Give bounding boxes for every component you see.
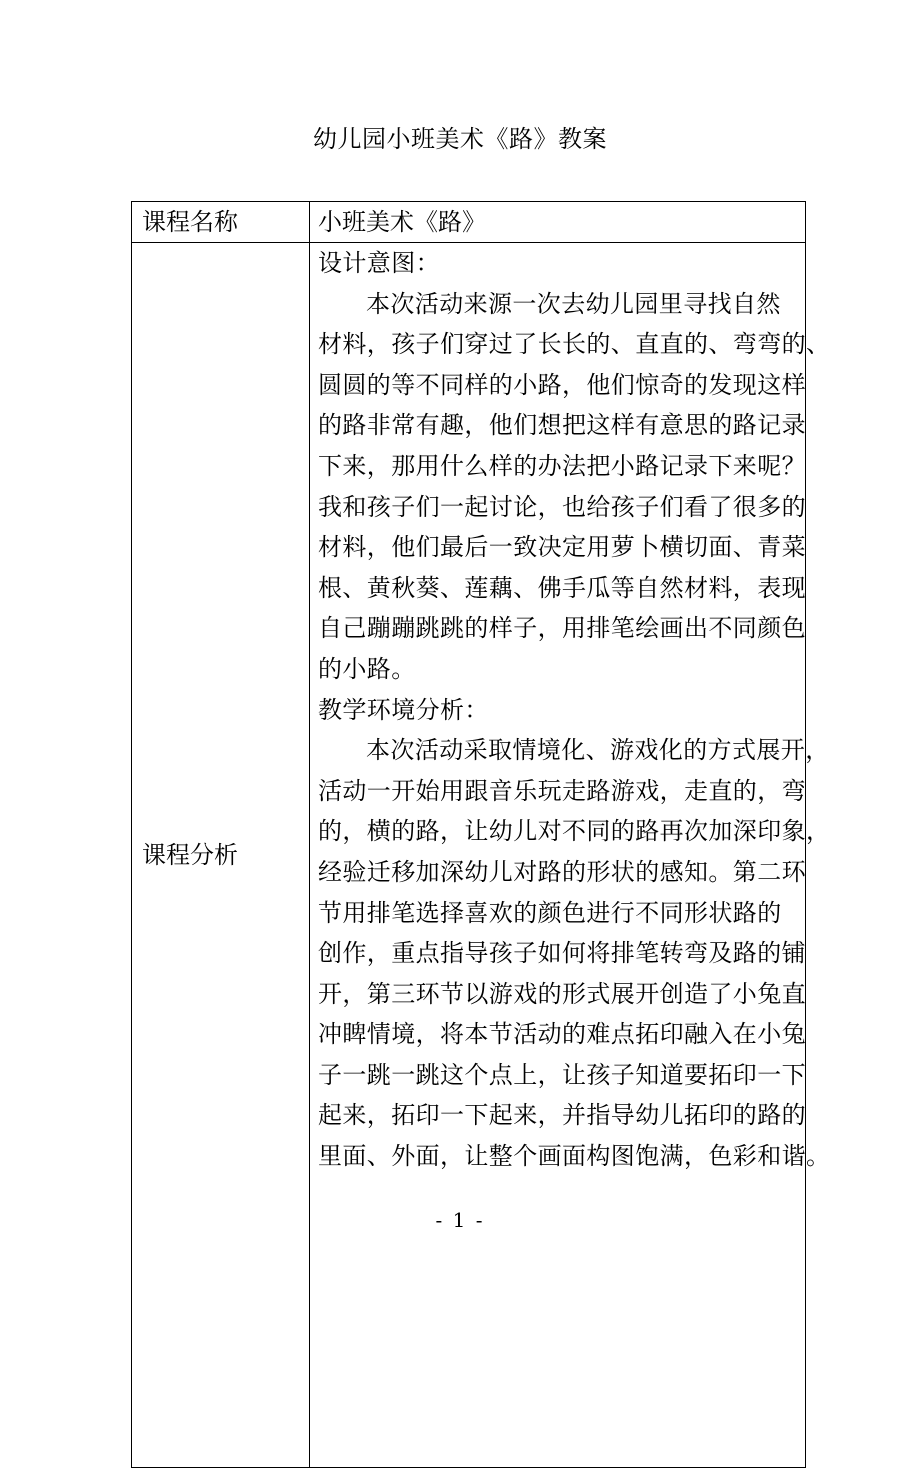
paragraph-line: 圆圆的等不同样的小路，他们惊奇的发现这样 [318,370,806,399]
paragraph-line: 下来，那用什么样的办法把小路记录下来呢？ [318,451,806,480]
paragraph-line: 的小路。 [318,654,416,683]
course-analysis-content [310,243,831,1468]
paragraph-line: 经验迁移加深幼儿对路的形状的感知。第二环 [318,857,806,886]
table-row [132,202,806,243]
table-row [132,243,806,1468]
paragraph-line: 活动一开始用跟音乐玩走路游戏，走直的，弯 [318,776,806,805]
paragraph-line: 的，横的路，让幼儿对不同的路再次加深印象， [318,817,831,846]
paragraph-line: 根、黄秋葵、莲藕、佛手瓜等自然材料，表现 [318,573,806,602]
lesson-plan-table [131,201,831,1468]
paragraph-line: 自己蹦蹦跳跳的样子，用排笔绘画出不同颜色 [318,614,806,643]
paragraph-line: 冲睥情境，将本节活动的难点拓印融入在小兔 [318,1020,806,1049]
paragraph-line: 创作，重点指导孩子如何将排笔转弯及路的铺 [318,939,806,968]
paragraph-line: 材料，孩子们穿过了长长的、直直的、弯弯的、 [318,330,831,359]
teaching-environment-heading: 教学环境分析： [318,695,489,724]
paragraph-line: 起来，拓印一下起来，并指导幼儿拓印的路的 [318,1101,806,1130]
paragraph-line: 子一跳一跳这个点上，让孩子知道要拓印一下 [318,1060,806,1089]
paragraph-line: 节用排笔选择喜欢的颜色进行不同形状路的 [318,898,782,927]
page-number: - 1 - [435,1208,485,1232]
paragraph-line: 开，第三环节以游戏的形式展开创造了小兔直 [318,979,806,1008]
paragraph-line: 本次活动采取情境化、游戏化的方式展开， [366,736,830,765]
paragraph-line: 本次活动来源一次去幼儿园里寻找自然 [366,289,781,318]
paragraph-line: 的路非常有趣，他们想把这样有意思的路记录 [318,411,806,440]
paragraph-line: 材料，他们最后一致决定用萝卜横切面、青菜 [318,533,806,562]
paragraph-line: 里面、外面，让整个画面构图饱满，色彩和谐。 [318,1142,831,1171]
design-intent-heading: 设计意图： [318,249,440,277]
course-analysis-label: 课程分析 [132,243,310,1468]
document-title: 幼儿园小班美术《路》教案 [313,125,607,153]
course-name-label: 课程名称 [132,202,310,243]
course-name-value: 小班美术《路》 [310,202,806,243]
paragraph-line: 我和孩子们一起讨论，也给孩子们看了很多的 [318,492,806,521]
